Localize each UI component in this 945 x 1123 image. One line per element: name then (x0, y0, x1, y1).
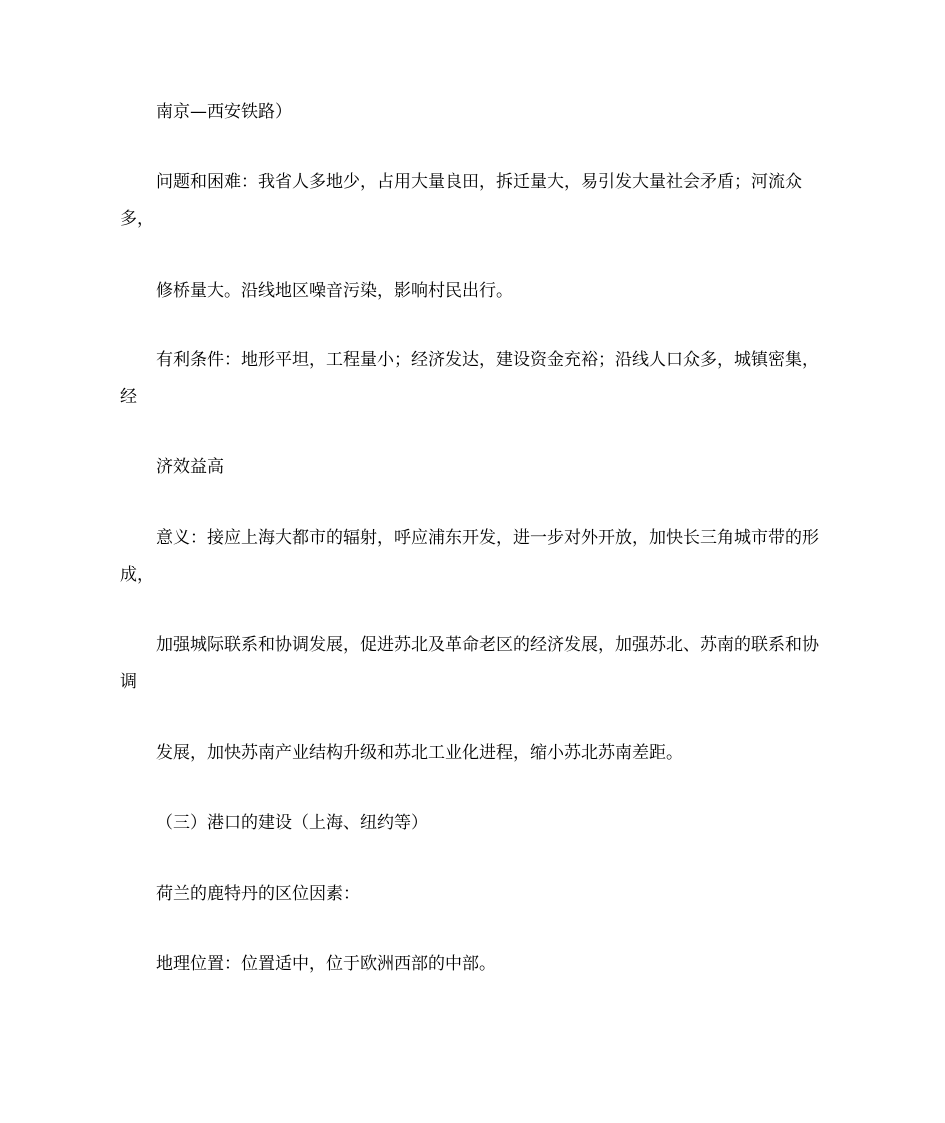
paragraph-problems-cont: 修桥量大。沿线地区噪音污染，影响村民出行。 (156, 281, 513, 301)
paragraph-significance-end: 发展，加快苏南产业结构升级和苏北工业化进程，缩小苏北苏南差距。 (156, 743, 683, 763)
section-heading-port: （三）港口的建设（上海、纽约等） (156, 813, 428, 833)
paragraph-favorable-conditions: 有利条件：地形平坦，工程量小；经济发达，建设资金充裕；沿线人口众多，城镇密集，经 (120, 350, 819, 407)
paragraph-significance-cont: 加强城际联系和协调发展，促进苏北及革命老区的经济发展，加强苏北、苏南的联系和协调 (120, 635, 819, 692)
paragraph-railway-name: 南京—西安铁路） (156, 102, 292, 122)
paragraph-significance: 意义：接应上海大都市的辐射，呼应浦东开发，进一步对外开放，加快长三角城市带的形成， (120, 528, 819, 585)
paragraph-problems: 问题和困难：我省人多地少，占用大量良田，拆迁量大，易引发大量社会矛盾；河流众多， (120, 172, 802, 229)
paragraph-favorable-cont: 济效益高 (156, 457, 224, 477)
paragraph-rotterdam: 荷兰的鹿特丹的区位因素： (156, 884, 360, 904)
paragraph-location: 地理位置：位置适中，位于欧洲西部的中部。 (156, 954, 496, 974)
